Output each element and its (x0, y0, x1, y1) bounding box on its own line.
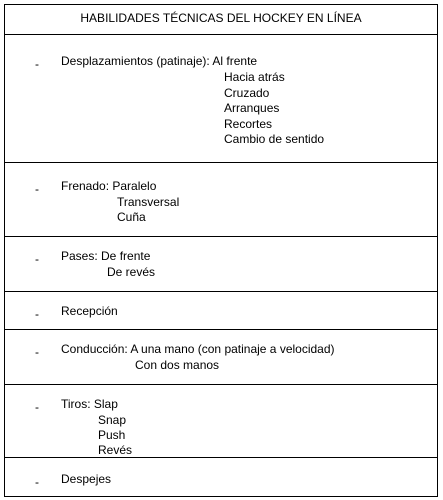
bullet-dash: - (35, 400, 39, 414)
table-header (5, 5, 437, 34)
subitem: Con dos manos (135, 358, 220, 372)
section-recepcion (5, 291, 437, 329)
bullet-dash: - (35, 182, 39, 196)
bullet-dash: - (35, 252, 39, 266)
table-title: HABILIDADES TÉCNICAS DEL HOCKEY EN LÍNEA (80, 11, 362, 25)
section-heading: Desplazamientos (patinaje): Al frente (61, 54, 258, 68)
section-heading: Pases: De frente (61, 249, 151, 263)
section-conduccion (5, 329, 437, 384)
subitem: Hacia atrás (224, 70, 285, 84)
section-heading: Tiros: Slap (61, 397, 118, 411)
section-heading: Frenado: Paralelo (61, 179, 157, 193)
section-pases (5, 236, 437, 291)
section-frenado (5, 162, 437, 236)
section-tiros (5, 384, 437, 457)
subitem: Recortes (224, 117, 273, 131)
subitem: Cruzado (224, 86, 270, 100)
subitem: Arranques (224, 101, 280, 115)
bullet-dash: - (35, 475, 39, 489)
section-heading: Recepción (61, 304, 118, 318)
section-despejes (5, 457, 437, 496)
subitem: De revés (107, 265, 156, 279)
section-desplazamientos (5, 34, 437, 162)
bullet-dash: - (35, 57, 39, 71)
section-heading: Despejes (61, 472, 112, 486)
skills-table (4, 4, 438, 497)
subitem: Push (98, 428, 126, 442)
subitem: Transversal (117, 195, 180, 209)
subitem: Cuña (117, 210, 146, 224)
section-heading: Conducción: A una mano (con patinaje a velocidad) (61, 342, 335, 356)
bullet-dash: - (35, 345, 39, 359)
bullet-dash: - (35, 307, 39, 321)
subitem: Snap (98, 413, 127, 427)
subitem: Cambio de sentido (224, 132, 325, 146)
subitem: Revés (98, 443, 133, 457)
